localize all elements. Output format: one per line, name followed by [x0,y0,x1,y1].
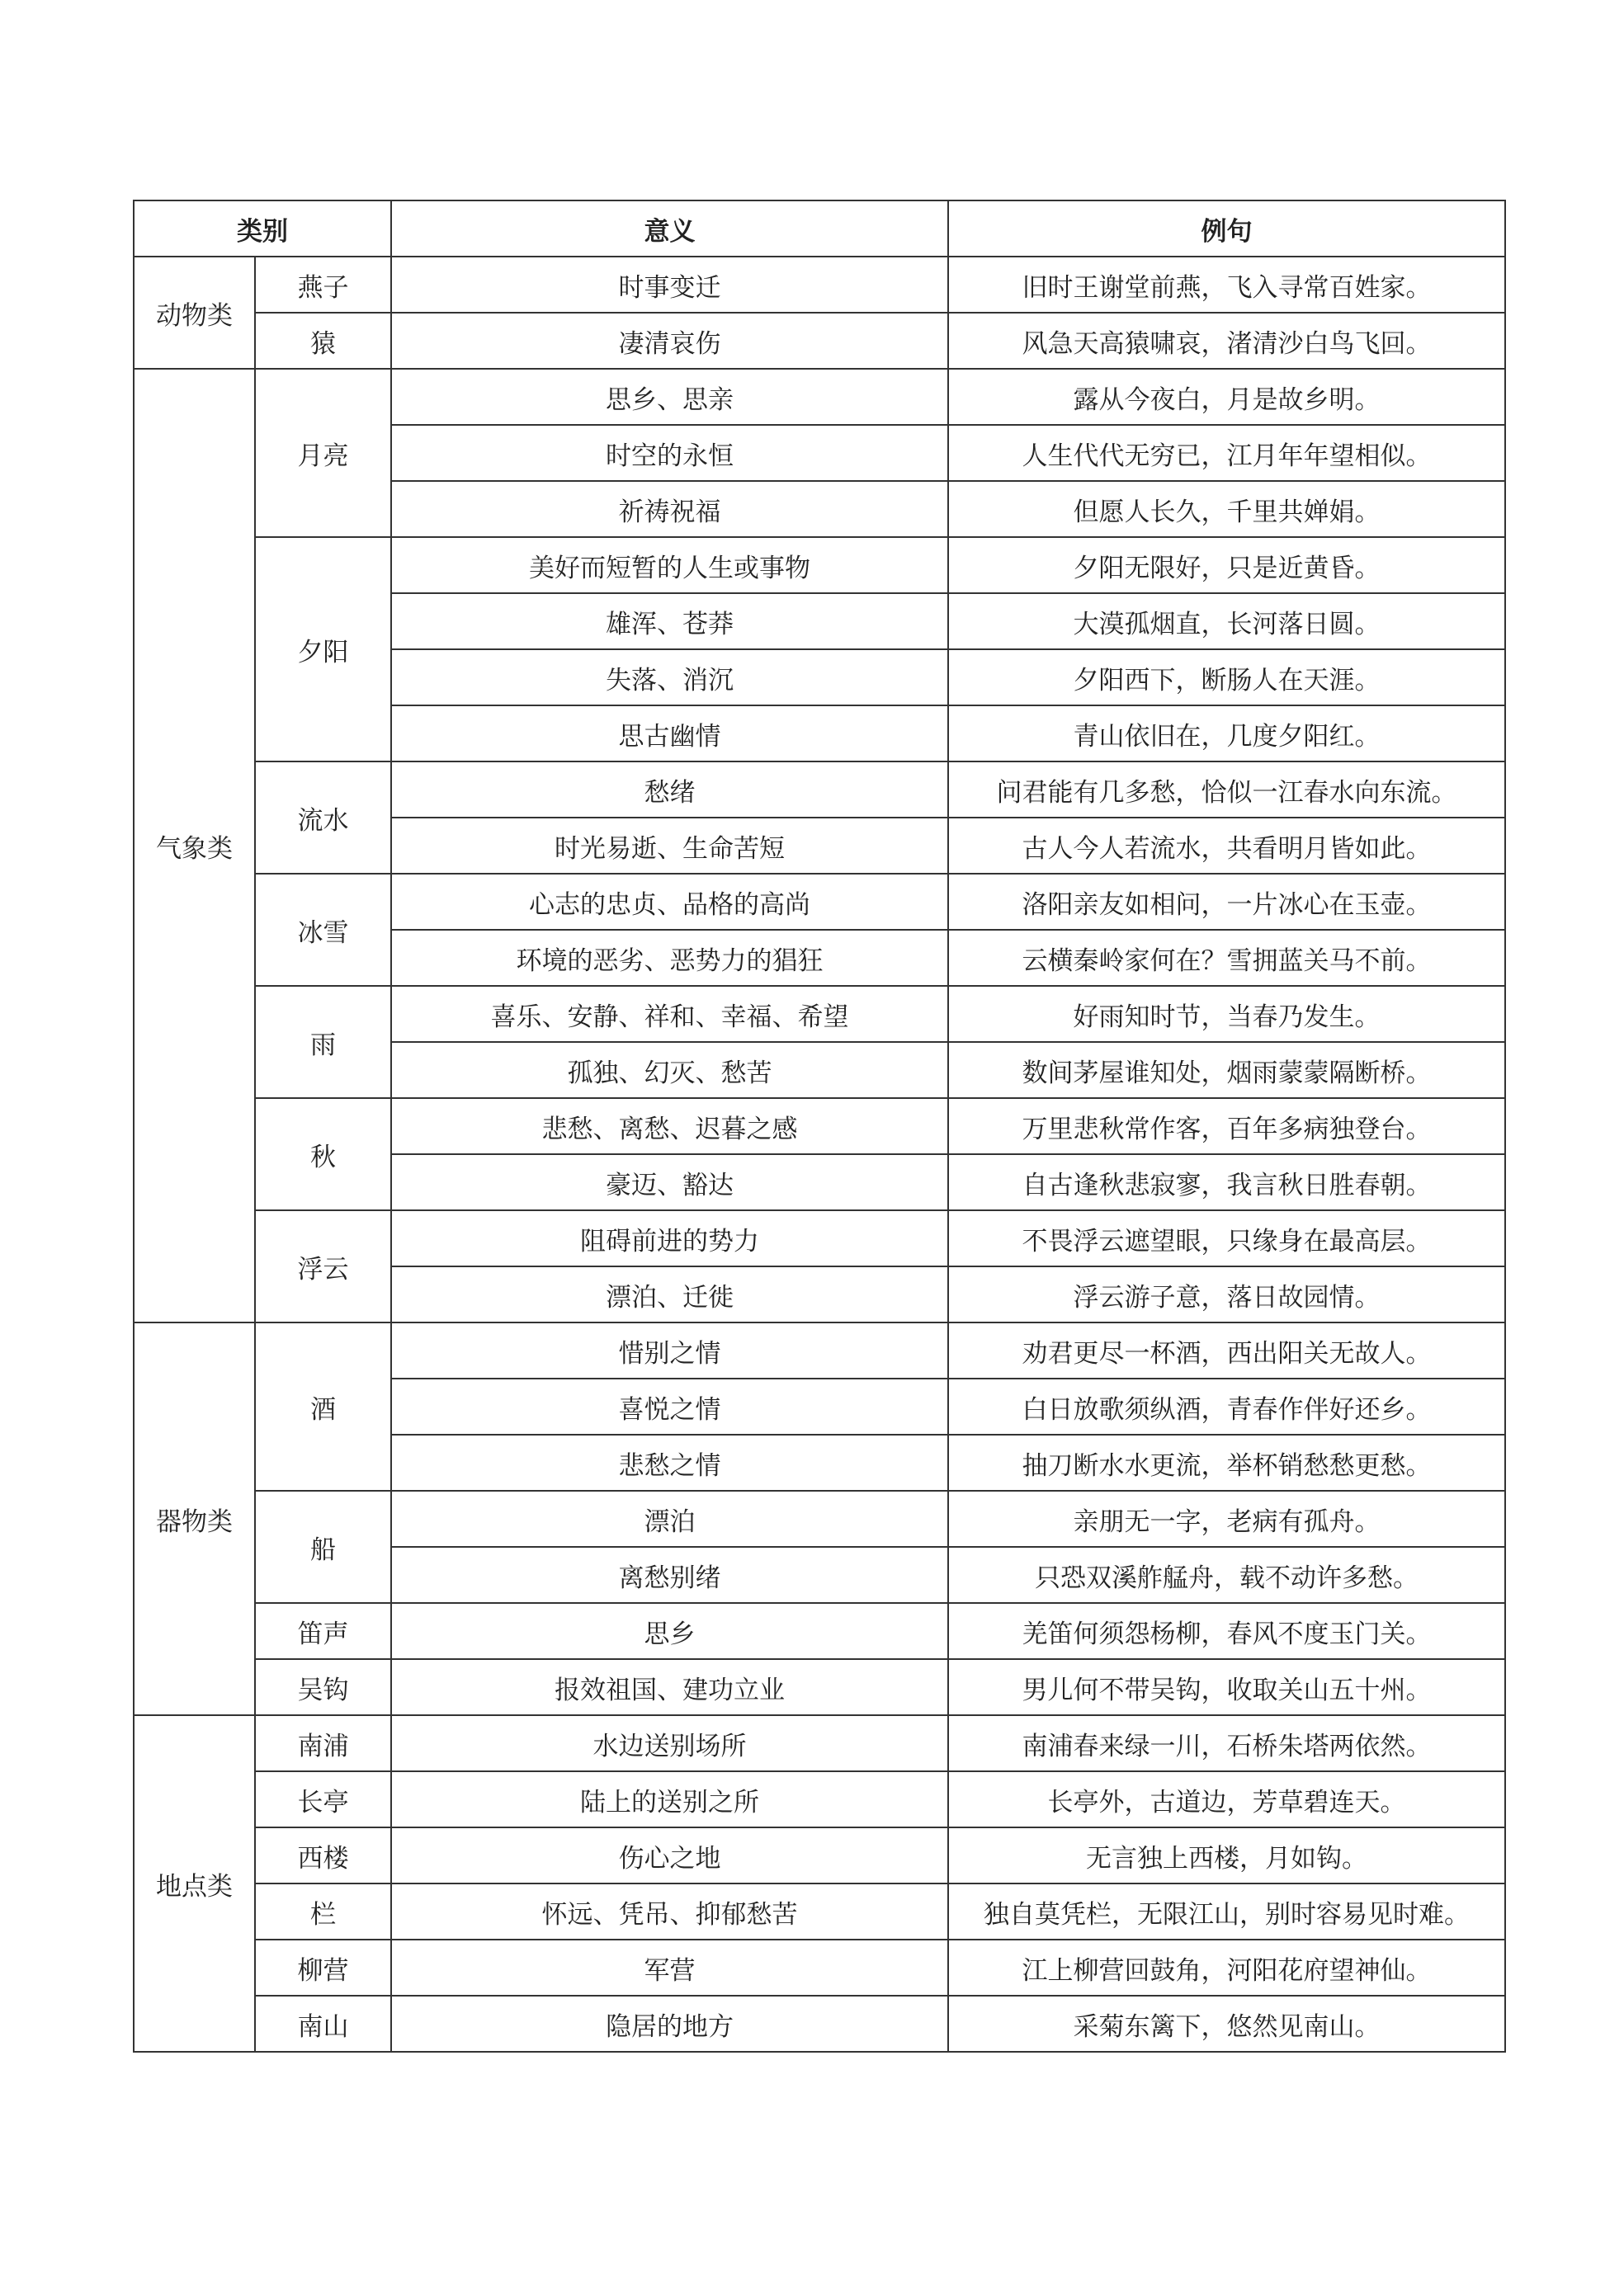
meaning-cell: 漂泊 [391,1491,948,1547]
example-cell: 古人今人若流水，共看明月皆如此。 [948,818,1505,874]
meaning-cell: 美好而短暂的人生或事物 [391,537,948,593]
meaning-cell: 雄浑、苍莽 [391,593,948,649]
example-cell: 问君能有几多愁，恰似一江春水向东流。 [948,761,1505,818]
example-cell: 青山依旧在，几度夕阳红。 [948,705,1505,761]
table-row [134,1322,1505,1379]
table-row [134,1940,1505,1996]
meaning-cell: 伤心之地 [391,1827,948,1883]
example-cell: 好雨知时节，当春乃发生。 [948,986,1505,1042]
category-cell: 地点类 [134,1715,255,2052]
table-row [134,1491,1505,1547]
table-row [134,1659,1505,1715]
example-cell: 自古逢秋悲寂寥，我言秋日胜春朝。 [948,1154,1505,1210]
image-cell: 月亮 [255,369,391,537]
image-cell: 雨 [255,986,391,1098]
header-example: 例句 [948,200,1505,257]
example-cell: 旧时王谢堂前燕，飞入寻常百姓家。 [948,257,1505,313]
image-cell: 栏 [255,1883,391,1940]
example-cell: 万里悲秋常作客，百年多病独登台。 [948,1098,1505,1154]
table-body [134,257,1505,2052]
example-cell: 夕阳西下，断肠人在天涯。 [948,649,1505,705]
example-cell: 白日放歌须纵酒，青春作伴好还乡。 [948,1379,1505,1435]
meaning-cell: 怀远、凭吊、抑郁愁苦 [391,1883,948,1940]
example-cell: 不畏浮云遮望眼，只缘身在最高层。 [948,1210,1505,1266]
image-cell: 吴钩 [255,1659,391,1715]
example-cell: 羌笛何须怨杨柳，春风不度玉门关。 [948,1603,1505,1659]
meaning-cell: 心志的忠贞、品格的高尚 [391,874,948,930]
image-cell: 船 [255,1491,391,1603]
table-row [134,1210,1505,1266]
example-cell: 露从今夜白，月是故乡明。 [948,369,1505,425]
meaning-cell: 悲愁、离愁、迟暮之感 [391,1098,948,1154]
table-row [134,257,1505,313]
example-cell: 独自莫凭栏，无限江山，别时容易见时难。 [948,1883,1505,1940]
table-row [134,1827,1505,1883]
meaning-cell: 思古幽情 [391,705,948,761]
image-cell: 燕子 [255,257,391,313]
example-cell: 抽刀断水水更流，举杯销愁愁更愁。 [948,1435,1505,1491]
header-meaning: 意义 [391,200,948,257]
image-cell: 夕阳 [255,537,391,761]
header-row [134,200,1505,257]
table-row [134,1883,1505,1940]
table-row [134,874,1505,930]
meaning-cell: 惜别之情 [391,1322,948,1379]
meaning-cell: 孤独、幻灭、愁苦 [391,1042,948,1098]
example-cell: 夕阳无限好，只是近黄昏。 [948,537,1505,593]
image-cell: 浮云 [255,1210,391,1322]
meaning-cell: 思乡、思亲 [391,369,948,425]
example-cell: 云横秦岭家何在？雪拥蓝关马不前。 [948,930,1505,986]
table-row [134,313,1505,369]
meaning-cell: 时光易逝、生命苦短 [391,818,948,874]
table-row [134,369,1505,425]
table-row [134,761,1505,818]
example-cell: 数间茅屋谁知处，烟雨蒙蒙隔断桥。 [948,1042,1505,1098]
table-row [134,1603,1505,1659]
image-cell: 猿 [255,313,391,369]
image-cell: 南山 [255,1996,391,2052]
image-cell: 流水 [255,761,391,874]
example-cell: 只恐双溪舴艋舟，载不动许多愁。 [948,1547,1505,1603]
example-cell: 江上柳营回鼓角，河阳花府望神仙。 [948,1940,1505,1996]
meaning-cell: 军营 [391,1940,948,1996]
table-row [134,1771,1505,1827]
image-cell: 西楼 [255,1827,391,1883]
example-cell: 浮云游子意，落日故园情。 [948,1266,1505,1322]
example-cell: 无言独上西楼，月如钩。 [948,1827,1505,1883]
image-cell: 柳营 [255,1940,391,1996]
example-cell: 洛阳亲友如相问，一片冰心在玉壶。 [948,874,1505,930]
table-row [134,986,1505,1042]
meaning-cell: 思乡 [391,1603,948,1659]
meaning-cell: 凄清哀伤 [391,313,948,369]
example-cell: 男儿何不带吴钩，收取关山五十州。 [948,1659,1505,1715]
example-cell: 风急天高猿啸哀，渚清沙白鸟飞回。 [948,313,1505,369]
example-cell: 亲朋无一字，老病有孤舟。 [948,1491,1505,1547]
meaning-cell: 隐居的地方 [391,1996,948,2052]
meaning-cell: 祈祷祝福 [391,481,948,537]
image-cell: 长亭 [255,1771,391,1827]
table-row [134,1715,1505,1771]
example-cell: 劝君更尽一杯酒，西出阳关无故人。 [948,1322,1505,1379]
table-row [134,537,1505,593]
example-cell: 采菊东篱下，悠然见南山。 [948,1996,1505,2052]
meaning-cell: 离愁别绪 [391,1547,948,1603]
meaning-cell: 愁绪 [391,761,948,818]
example-cell: 人生代代无穷已，江月年年望相似。 [948,425,1505,481]
meaning-cell: 阻碍前进的势力 [391,1210,948,1266]
image-cell: 南浦 [255,1715,391,1771]
category-cell: 器物类 [134,1322,255,1715]
image-cell: 酒 [255,1322,391,1491]
example-cell: 长亭外，古道边，芳草碧连天。 [948,1771,1505,1827]
meaning-cell: 悲愁之情 [391,1435,948,1491]
meaning-cell: 时空的永恒 [391,425,948,481]
meaning-cell: 漂泊、迁徙 [391,1266,948,1322]
example-cell: 但愿人长久，千里共婵娟。 [948,481,1505,537]
category-cell: 动物类 [134,257,255,369]
image-cell: 冰雪 [255,874,391,986]
table-row [134,1098,1505,1154]
meaning-cell: 喜悦之情 [391,1379,948,1435]
image-cell: 笛声 [255,1603,391,1659]
table-row [134,1996,1505,2052]
meaning-cell: 环境的恶劣、恶势力的猖狂 [391,930,948,986]
meaning-cell: 陆上的送别之所 [391,1771,948,1827]
category-cell: 气象类 [134,369,255,1322]
imagery-table [133,200,1506,2053]
image-cell: 秋 [255,1098,391,1210]
meaning-cell: 水边送别场所 [391,1715,948,1771]
meaning-cell: 喜乐、安静、祥和、幸福、希望 [391,986,948,1042]
meaning-cell: 时事变迁 [391,257,948,313]
meaning-cell: 豪迈、豁达 [391,1154,948,1210]
header-category: 类别 [134,200,391,257]
example-cell: 大漠孤烟直，长河落日圆。 [948,593,1505,649]
meaning-cell: 报效祖国、建功立业 [391,1659,948,1715]
example-cell: 南浦春来绿一川，石桥朱塔两依然。 [948,1715,1505,1771]
meaning-cell: 失落、消沉 [391,649,948,705]
